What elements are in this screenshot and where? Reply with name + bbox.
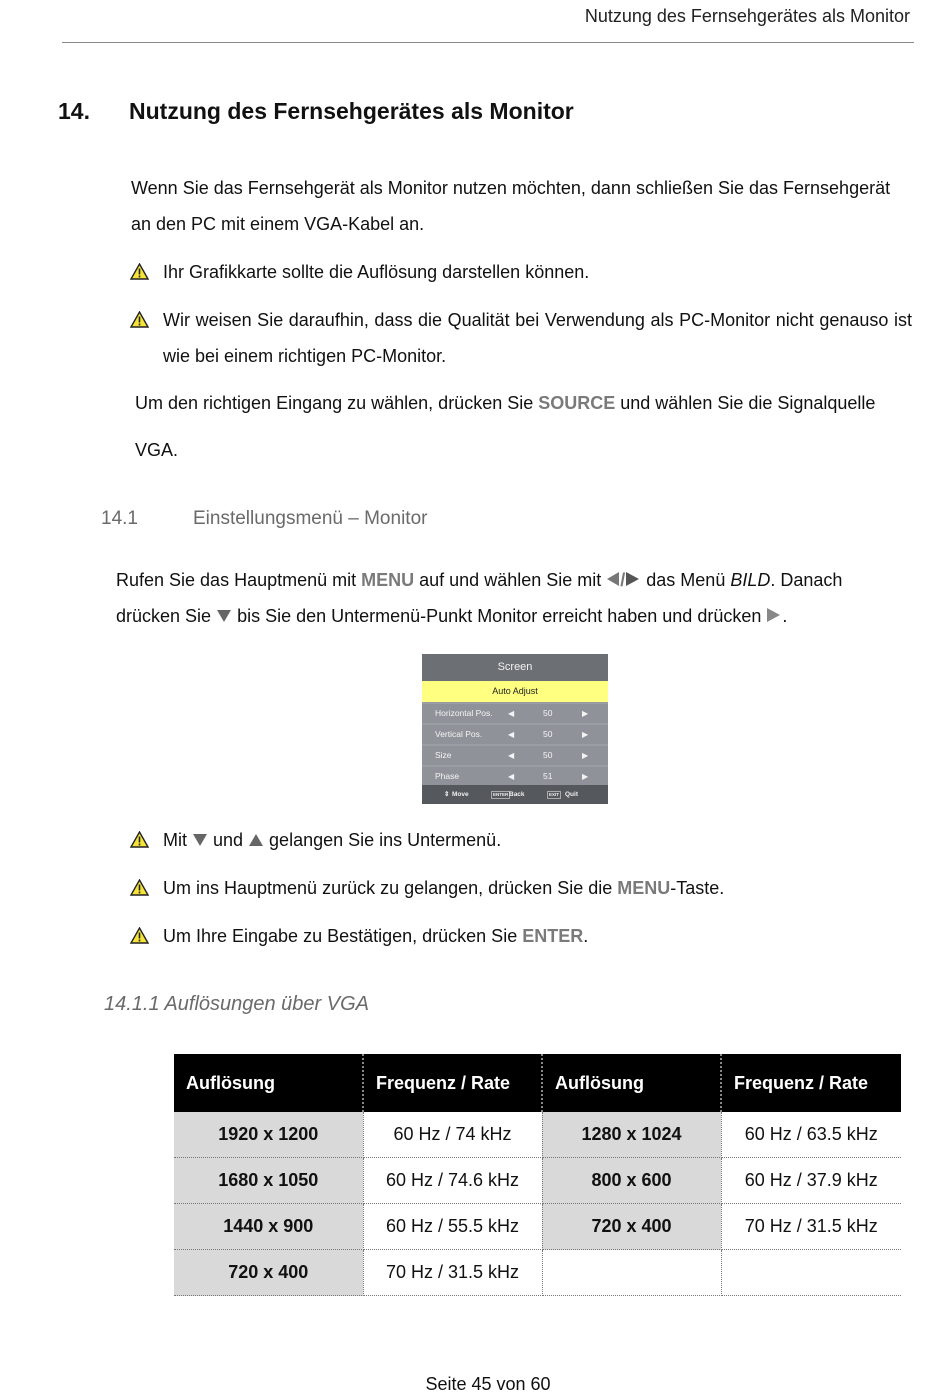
osd-row-value: 50 <box>543 708 553 718</box>
osd-row-size <box>422 746 608 765</box>
frequency-cell: 60 Hz / 55.5 kHz <box>363 1204 542 1250</box>
osd-row-horizontal-pos <box>422 704 608 723</box>
column-header: Auflösung <box>174 1054 363 1112</box>
frequency-cell: 70 Hz / 31.5 kHz <box>721 1204 901 1250</box>
frequency-cell: 60 Hz / 63.5 kHz <box>721 1112 901 1158</box>
left-arrow-icon: ◀ <box>508 772 515 781</box>
warning-text-part: -Taste. <box>670 878 725 898</box>
osd-row-label: Size <box>435 750 452 760</box>
instruction-text: . Danach <box>770 570 843 590</box>
instruction-text: bis Sie den Untermenü-Punkt Monitor erreicht haben und drücken <box>232 606 767 626</box>
left-arrow-icon <box>606 563 620 599</box>
right-arrow-icon <box>766 599 782 635</box>
right-arrow-icon: ▶ <box>582 709 589 718</box>
frequency-cell: 70 Hz / 31.5 kHz <box>363 1250 542 1296</box>
osd-screen-menu <box>422 654 608 804</box>
menu-instructions-line-2 <box>116 598 787 635</box>
osd-row-label: Horizontal Pos. <box>435 708 493 718</box>
column-header: Frequenz / Rate <box>721 1054 901 1112</box>
warning-text-part: . <box>583 926 589 946</box>
page-number: Seite 45 von 60 <box>425 1374 551 1394</box>
frequency-cell: 60 Hz / 74 kHz <box>363 1112 542 1158</box>
warning-text: Wir weisen Sie daraufhin, dass die Qualität bei Verwendung als PC-Monitor nicht genauso ist wie bei einem richtigen PC-Monitor. <box>163 310 912 366</box>
slash-separator: / <box>620 570 626 590</box>
osd-row-vertical-pos <box>422 725 608 744</box>
instruction-text: . <box>782 606 788 626</box>
instruction-text: das Menü <box>641 570 731 590</box>
warning-graphics-card <box>130 254 912 290</box>
intro-line-1: Wenn Sie das Fernsehgerät als Monitor nutzen möchten, dann schließen Sie das Fernsehgerät <box>131 178 891 198</box>
table-row <box>174 1158 901 1204</box>
warning-text <box>163 918 912 954</box>
osd-exit-key: EXIT <box>549 792 560 797</box>
up-arrow-icon <box>248 823 264 859</box>
warning-text <box>163 822 912 859</box>
source-note <box>135 385 875 421</box>
warning-icon <box>130 870 163 906</box>
warning-text-part: gelangen Sie ins Untermenü. <box>264 830 502 850</box>
subsection-title: Einstellungsmenü – Monitor <box>193 508 428 529</box>
subsection-number: 14.1 <box>101 508 138 529</box>
left-arrow-icon: ◀ <box>508 751 515 760</box>
osd-row-phase <box>422 767 608 786</box>
right-arrow-icon: ▶ <box>582 772 589 781</box>
down-arrow-icon <box>216 599 232 635</box>
move-icon: ⇕ <box>444 791 450 798</box>
warning-icon <box>130 254 163 290</box>
warning-icon <box>130 918 163 954</box>
warning-text <box>163 870 912 906</box>
empty-cell <box>721 1250 901 1296</box>
resolution-cell: 800 x 600 <box>542 1158 721 1204</box>
warning-icon <box>130 822 163 859</box>
left-arrow-icon: ◀ <box>508 709 515 718</box>
menu-keyword: MENU <box>361 570 415 590</box>
section-title: Nutzung des Fernsehgerätes als Monitor <box>129 98 574 124</box>
enter-keyword: ENTER <box>522 926 584 946</box>
osd-footer <box>422 785 608 804</box>
warning-confirm <box>130 918 912 954</box>
osd-auto-adjust: Auto Adjust <box>422 681 608 702</box>
table-row <box>174 1112 901 1158</box>
frequency-cell: 60 Hz / 74.6 kHz <box>363 1158 542 1204</box>
warning-text-part: und <box>208 830 249 850</box>
warning-quality <box>130 302 912 374</box>
table-row <box>174 1204 901 1250</box>
column-header: Auflösung <box>542 1054 721 1112</box>
resolution-cell: 1440 x 900 <box>174 1204 363 1250</box>
menu-keyword: MENU <box>617 878 671 898</box>
warning-submenu <box>130 822 912 859</box>
right-arrow-icon: ▶ <box>582 751 589 760</box>
down-arrow-icon <box>192 823 208 859</box>
section-number: 14. <box>58 98 90 124</box>
osd-move-label: Move <box>452 791 469 798</box>
source-note-text: und wählen Sie die Signalquelle <box>615 393 876 413</box>
table-header-row <box>174 1054 901 1112</box>
frequency-cell: 60 Hz / 37.9 kHz <box>721 1158 901 1204</box>
resolution-table <box>174 1054 901 1296</box>
resolution-cell: 1680 x 1050 <box>174 1158 363 1204</box>
warning-main-menu <box>130 870 912 906</box>
warning-text-part: Mit <box>163 830 192 850</box>
intro-line-2: an den PC mit einem VGA-Kabel an. <box>131 214 425 234</box>
empty-cell <box>542 1250 721 1296</box>
osd-row-value: 51 <box>543 771 553 781</box>
instruction-text: drücken Sie <box>116 606 217 626</box>
resolution-cell: 1920 x 1200 <box>174 1112 363 1158</box>
source-keyword: SOURCE <box>538 393 616 413</box>
right-arrow-icon <box>625 563 641 599</box>
instruction-text: auf und wählen Sie mit <box>414 570 607 590</box>
running-header: Nutzung des Fernsehgerätes als Monitor <box>584 6 910 26</box>
instruction-text: Rufen Sie das Hauptmenü mit <box>116 570 362 590</box>
resolution-cell: 720 x 400 <box>174 1250 363 1296</box>
bild-menu-name: BILD <box>730 570 771 590</box>
menu-instructions-line-1 <box>116 562 842 599</box>
right-arrow-icon: ▶ <box>582 730 589 739</box>
osd-back-label: Back <box>509 791 525 798</box>
osd-title: Screen <box>422 654 608 681</box>
warning-text-part: Um ins Hauptmenü zurück zu gelangen, drücken Sie die <box>163 878 618 898</box>
table-row <box>174 1250 901 1296</box>
resolution-cell: 1280 x 1024 <box>542 1112 721 1158</box>
warning-text-part: Um Ihre Eingabe zu Bestätigen, drücken Sie <box>163 926 523 946</box>
osd-row-value: 50 <box>543 729 553 739</box>
subsubsection-title: 14.1.1 Auflösungen über VGA <box>104 993 369 1015</box>
osd-row-label: Vertical Pos. <box>435 729 483 739</box>
warning-text: Ihr Grafikkarte sollte die Auflösung darstellen können. <box>163 262 590 282</box>
warning-icon <box>130 302 163 374</box>
source-note-line-2: VGA. <box>135 440 179 460</box>
header-divider <box>62 42 914 43</box>
osd-row-label: Phase <box>435 771 460 781</box>
osd-row-value: 50 <box>543 750 553 760</box>
source-note-text: Um den richtigen Eingang zu wählen, drücken Sie <box>135 393 539 413</box>
column-header: Frequenz / Rate <box>363 1054 542 1112</box>
osd-enter-key: ENTER <box>493 792 509 797</box>
resolution-cell: 720 x 400 <box>542 1204 721 1250</box>
left-arrow-icon: ◀ <box>508 730 515 739</box>
osd-quit-label: Quit <box>565 791 578 798</box>
